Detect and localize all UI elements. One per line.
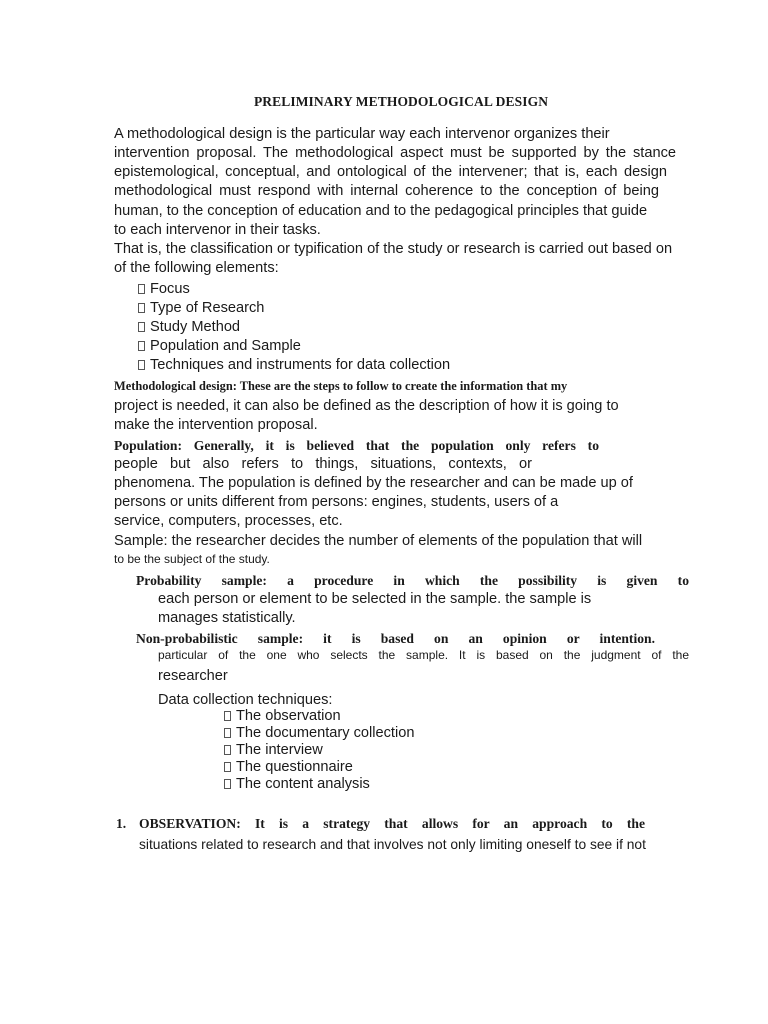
non-probabilistic-lead: Non-probabilistic sample: it is based on an opinion or intention. [136,631,655,646]
probability-lead: Probability sample: a procedure in which the possibility is given to [136,573,689,588]
bullet-box-icon [224,762,231,772]
population-line-3: phenomena. The population is defined by the researcher and can be made up of [114,475,633,491]
population-lead: Population: Generally, it is believed that the population only refers to [114,438,599,453]
list-item-label: Study Method [150,319,241,335]
list-item-label: Focus [150,281,190,297]
intro-line-5: human, to the conception of education and to the pedagogical principles that guide [114,203,648,219]
bullet-box-icon [138,341,145,351]
method-design-line-3: make the intervention proposal. [114,417,318,433]
bullet-box-icon [138,322,145,332]
list-item-label: Type of Research [150,300,265,316]
list-item [138,280,190,299]
non-probabilistic-line-2: particular of the one who selects the sample. It is based on the judgment of the [158,648,689,662]
list-item [224,725,414,742]
list-item-label: The content analysis [236,776,370,792]
population-line-5: service, computers, processes, etc. [114,513,343,529]
list-item [138,356,450,375]
population-line-2: people but also refers to things, situations, contexts, or [114,456,532,472]
bullet-box-icon [224,711,231,721]
page-title: PRELIMINARY METHODOLOGICAL DESIGN [253,94,549,109]
probability-line-3: manages statistically. [158,610,296,626]
method-design-lead: Methodological design: These are the steps to follow to create the information that my [114,379,568,393]
list-item-label: The questionnaire [236,759,353,775]
intro-line-2: intervention proposal. The methodological aspect must be supported by the stance [114,145,676,161]
bullet-box-icon [224,745,231,755]
list-item [224,776,370,793]
probability-line-2: each person or element to be selected in the sample. the sample is [158,591,592,607]
sample-line-2: to be the subject of the study. [114,552,270,566]
observation-number: 1. [116,816,127,831]
techniques-heading: Data collection techniques: [158,692,333,708]
list-item-label: The interview [236,742,323,758]
method-design-line-2: project is needed, it can also be defined as the description of how it is going to [114,398,619,414]
intro-line-4: methodological must respond with internal coherence to the conception of being [114,183,659,199]
sample-line-1: Sample: the researcher decides the number of elements of the population that will [114,533,643,549]
bullet-box-icon [138,303,145,313]
population-line-4: persons or units different from persons: engines, students, users of a [114,494,559,510]
intro-line-1: A methodological design is the particular way each intervenor organizes their [114,126,610,142]
intro-line-7: That is, the classification or typification of the study or research is carried out based on [114,241,673,257]
intro-line-3: epistemological, conceptual, and ontological of the intervener; that is, each design [114,164,667,180]
bullet-box-icon [224,779,231,789]
list-item-label: Population and Sample [150,338,301,354]
list-item [224,759,353,776]
list-item-label: The observation [236,708,341,724]
list-item-label: Techniques and instruments for data collection [150,357,451,373]
observation-lead: OBSERVATION: It is a strategy that allows for an approach to the [139,816,645,831]
intro-line-8: of the following elements: [114,260,279,276]
bullet-box-icon [138,284,145,294]
list-item [224,742,323,759]
list-item [138,318,240,337]
bullet-box-icon [224,728,231,738]
list-item [138,299,264,318]
non-probabilistic-line-3: researcher [158,668,228,684]
observation-line-2: situations related to research and that involves not only limiting oneself to see if not [139,837,646,852]
list-item [138,337,301,356]
intro-line-6: to each intervenor in their tasks. [114,222,321,238]
list-item [224,708,341,725]
list-item-label: The documentary collection [236,725,415,741]
bullet-box-icon [138,360,145,370]
